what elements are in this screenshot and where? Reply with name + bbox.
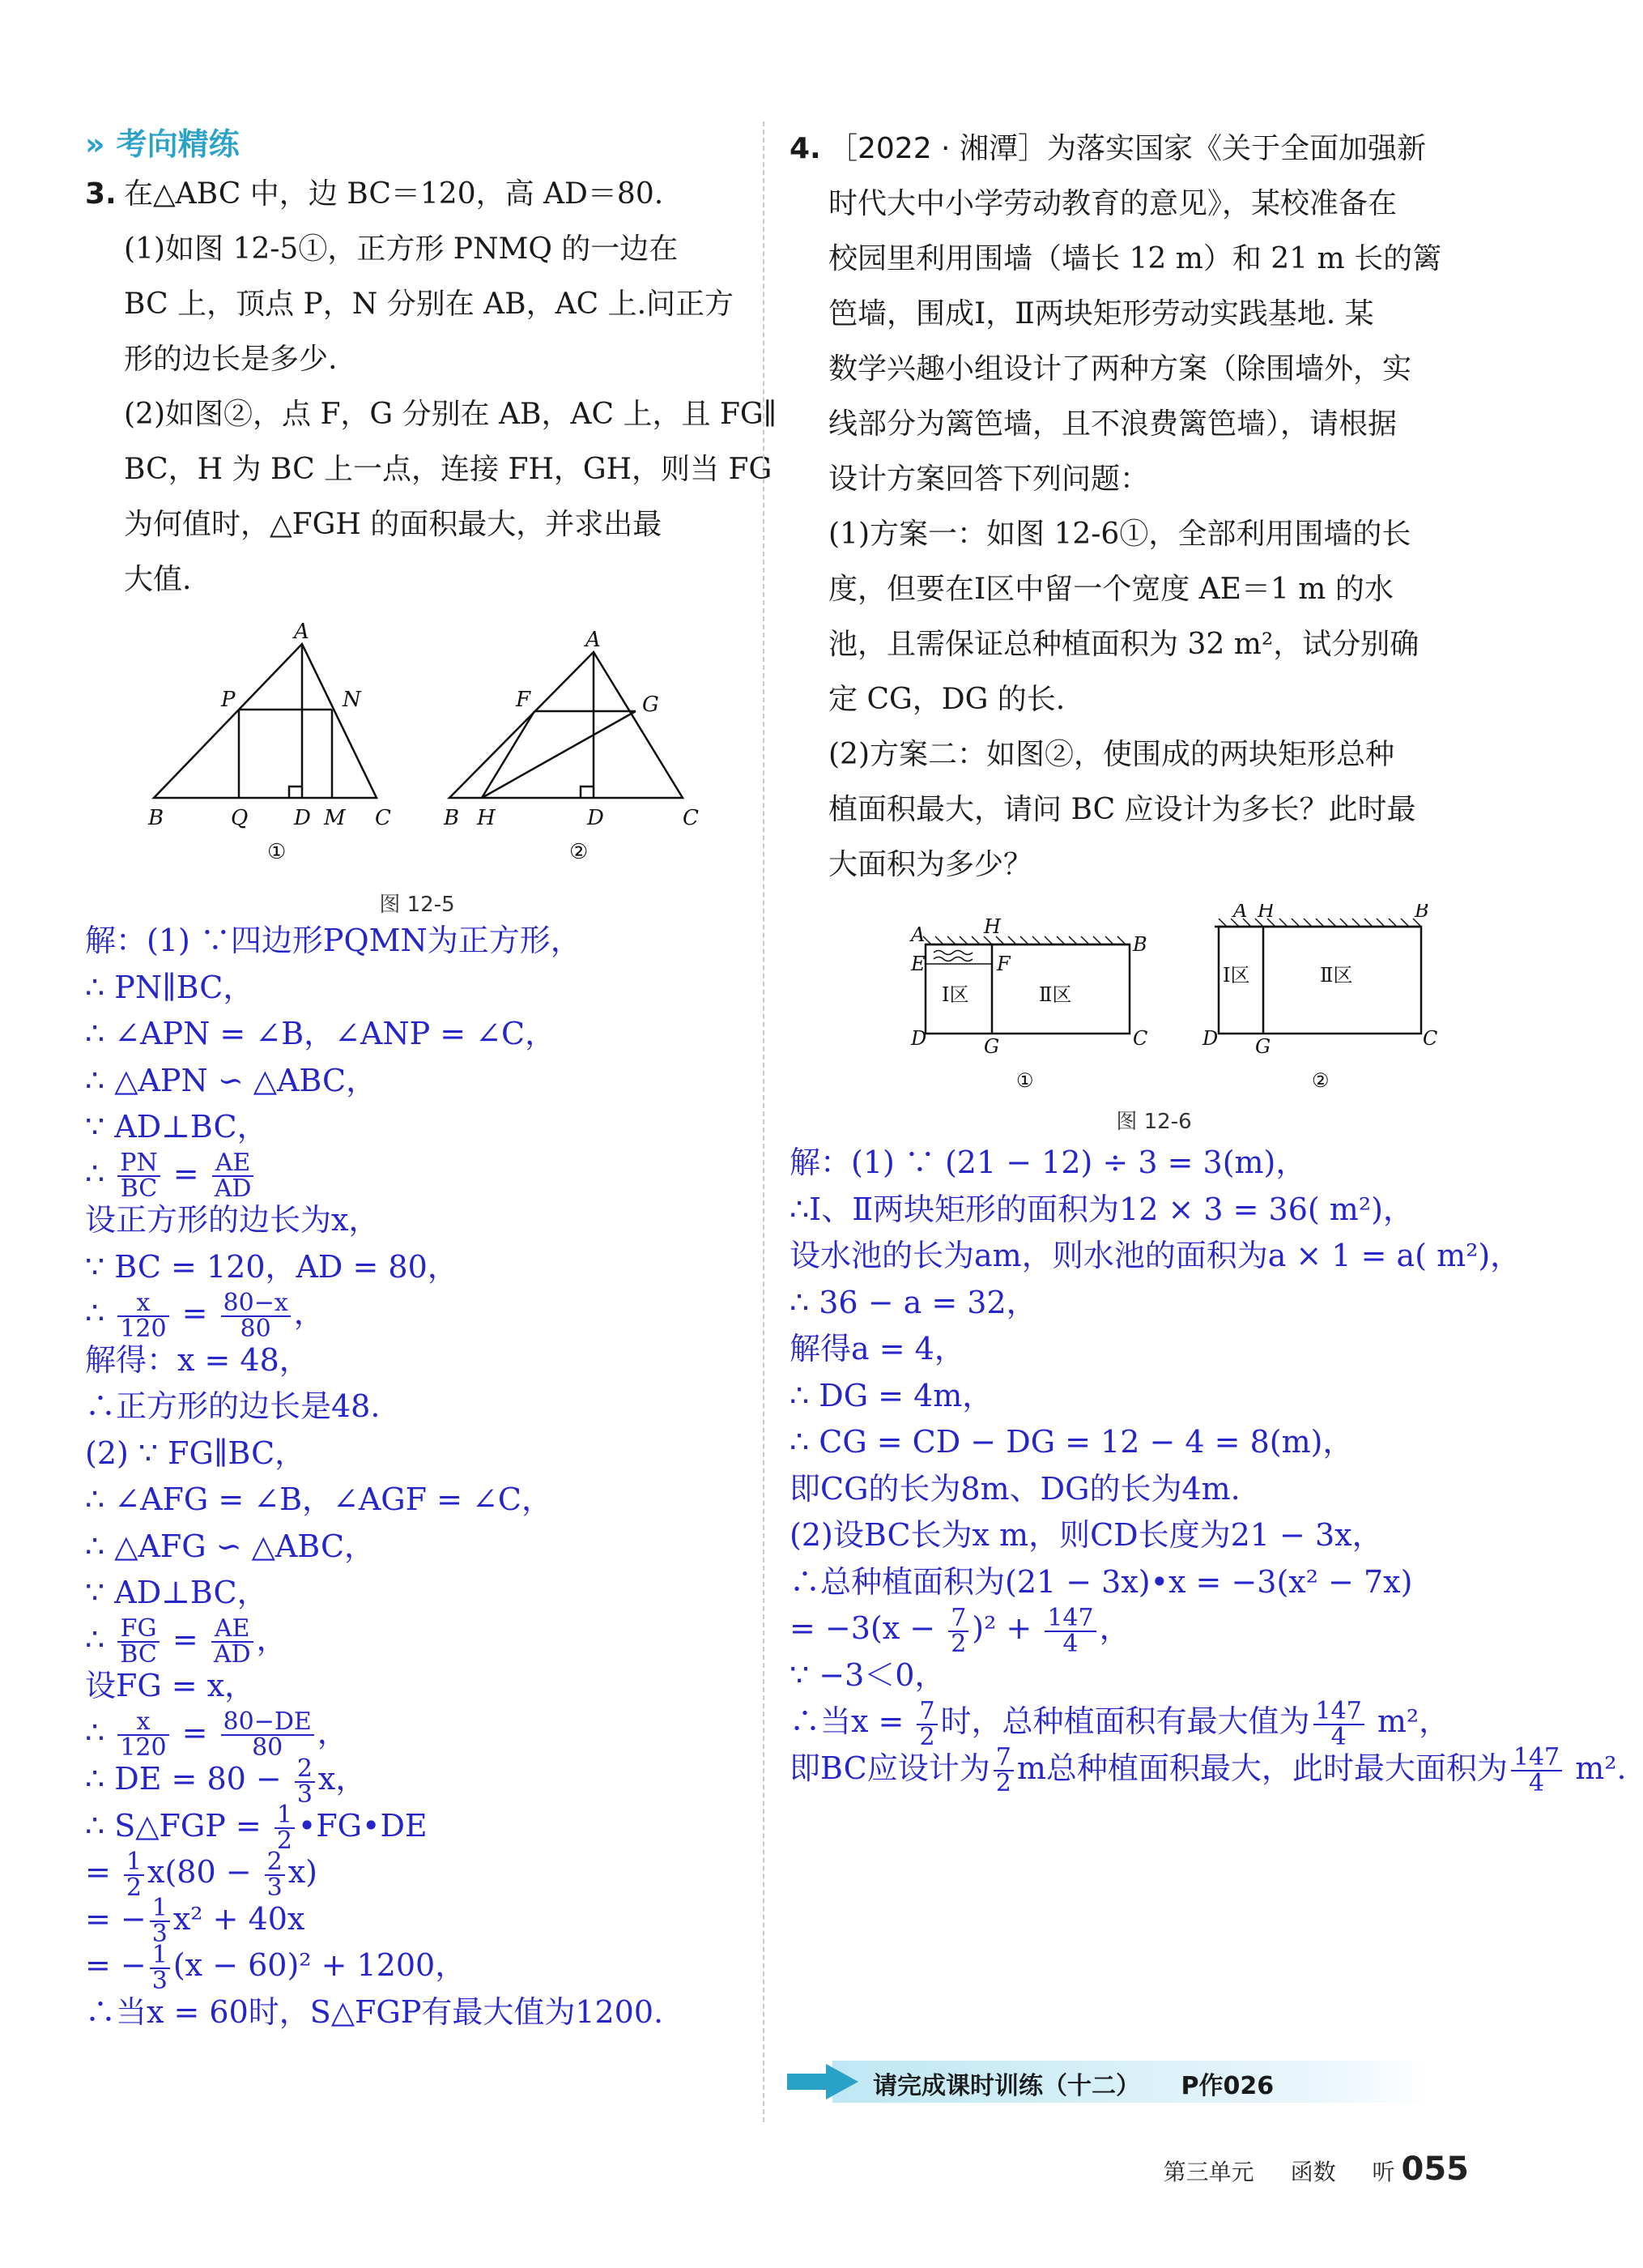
label-H: H: [477, 806, 496, 830]
fraction: $\frac{80-x}{80}$: [221, 1291, 291, 1341]
solution-line: 设FG = x，: [85, 1668, 256, 1703]
q4-line: 定 CG，DG 的长.: [828, 683, 1066, 716]
solution-line: ∴ S△FGP = $\frac{1}{2}$ •FG•DE: [85, 1801, 428, 1855]
fraction: $\frac{x}{120}$: [117, 1710, 168, 1760]
label-F: F: [516, 688, 531, 712]
q4-line: (2)方案二：如图②，使围成的两块矩形总种: [828, 738, 1394, 771]
arrow-right-icon: [784, 2057, 865, 2106]
triangle-diagrams: [85, 616, 749, 883]
q4-line: 池，且需保证总种植面积为 32 m²，试分别确: [828, 628, 1420, 661]
solution-line: ∵ AD⊥BC，: [85, 1575, 268, 1610]
label-D: D: [911, 1027, 927, 1050]
fraction: $\frac{AE}{AD}$: [211, 1617, 253, 1667]
q3-line: 为何值时，△FGH 的面积最大，并求出最: [124, 508, 662, 541]
solution-line: ∵ −3＜0，: [790, 1656, 946, 1693]
q4-line: 时代大中小学劳动教育的意见》，某校准备在: [828, 187, 1398, 220]
solution-3: [85, 918, 757, 2036]
question-4: [790, 122, 1632, 893]
figure-12-6: [790, 904, 1632, 1135]
label-C: C: [1423, 1027, 1438, 1050]
solution-line: ∴ DG = 4m，: [790, 1377, 994, 1413]
solution-line: ∴ △AFG ∽ △ABC，: [85, 1528, 376, 1564]
fraction: $\frac{7}{2}$: [994, 1746, 1014, 1796]
q3-line: (1)如图 12-5①，正方形 PNMQ 的一边在: [124, 232, 679, 266]
solution-line: ∴ PN∥BC，: [85, 969, 254, 1005]
fraction: $\frac{1}{3}$: [150, 1896, 170, 1946]
water-pool-icon: [934, 951, 973, 961]
label-H: H: [1258, 904, 1275, 922]
q3-line: 在△ABC 中，边 BC＝120，高 AD＝80.: [124, 177, 664, 211]
label-B: B: [1133, 933, 1147, 956]
solution-line: ∴ $\frac{x}{120}$ = $\frac{80-x}{80}$ ，: [85, 1288, 325, 1343]
label-G: G: [642, 693, 659, 717]
solution-line: ∴ ∠APN = ∠B，∠ANP = ∠C，: [85, 1016, 556, 1051]
solution-line: = − $\frac{1}{3}$ (x − 60)² + 1200，: [85, 1940, 466, 1995]
label-F: F: [997, 953, 1011, 975]
fraction: $\frac{80-DE}{80}$: [221, 1710, 314, 1760]
q4-line: 线部分为篱笆墙，且不浪费篱笆墙），请根据: [828, 407, 1398, 441]
question-source: ［2022 · 湘潭］: [828, 132, 1047, 165]
q3-line: BC 上，顶点 P，N 分别在 AB，AC 上.问正方: [124, 288, 734, 321]
label-A: A: [1233, 904, 1248, 922]
footer-topic: 函数: [1290, 2159, 1336, 2185]
double-chevron-icon: »: [85, 126, 99, 162]
solution-line: = −3(x − $\frac{7}{2}$ )² + $\frac{147}{4}$ ，: [790, 1603, 1130, 1658]
assignment-banner[interactable]: [784, 2057, 1448, 2106]
solution-line: ∴ $\frac{x}{120}$ = $\frac{80-DE}{80}$ ，: [85, 1707, 348, 1762]
figure-12-5: [85, 616, 757, 918]
sub-label-2: ②: [1312, 1069, 1330, 1092]
q3-line: 大值.: [124, 563, 192, 596]
banner-page-ref: P作026: [1181, 2072, 1275, 2100]
solution-line: ∴当x = 60时，S△FGP有最大值为1200.: [85, 1993, 664, 2030]
footer-unit: 第三单元: [1163, 2159, 1254, 2185]
section-title: » 考向精练: [85, 126, 240, 162]
solution-line: (2)设BC长为x m，则CD长度为21 − 3x，: [790, 1517, 1383, 1553]
solution-line: ∴总种植面积为(21 − 3x)•x = −3(x² − 7x): [790, 1563, 1413, 1600]
garden-diagrams: [790, 904, 1518, 1098]
solution-line: ∴ 36 − a = 32，: [790, 1284, 1037, 1320]
q4-line: 数学兴趣小组设计了两种方案（除围墙外，实: [828, 352, 1412, 386]
q4-line: 校园里利用围墙（墙长 12 m）和 21 m 长的篱: [828, 242, 1442, 275]
solution-line: ∴当x = $\frac{7}{2}$ 时，总种植面积有最大值为 $\frac{147}{4}$ m²，: [790, 1696, 1450, 1751]
q4-line: 度，但要在Ⅰ区中留一个宽度 AE＝1 m 的水: [828, 573, 1394, 606]
question-number: 3.: [85, 177, 117, 211]
question-number: 4.: [790, 132, 821, 165]
label-G: G: [984, 1035, 1000, 1058]
solution-line: 设水池的长为am，则水池的面积为a × 1 = a( m²)，: [790, 1238, 1522, 1273]
column-divider: [763, 122, 764, 2122]
fraction: $\frac{2}{3}$: [265, 1850, 285, 1900]
region-I: Ⅰ区: [942, 983, 969, 1006]
label-D: D: [587, 806, 604, 830]
label-B: B: [1415, 904, 1429, 922]
figure-caption: 图 12-6: [1116, 1110, 1192, 1134]
label-H: H: [984, 915, 1001, 938]
fraction: $\frac{147}{4}$: [1511, 1746, 1562, 1796]
figure-caption: 图 12-5: [379, 893, 455, 917]
label-A: A: [294, 620, 309, 644]
fraction: $\frac{147}{4}$: [1313, 1699, 1364, 1750]
label-G: G: [1255, 1035, 1271, 1058]
label-C: C: [683, 806, 699, 830]
q4-line: 植面积最大，请问 BC 应设计为多长？此时最: [828, 793, 1416, 826]
solution-4: [790, 1140, 1632, 1797]
q4-line: 设计方案回答下列问题：: [828, 463, 1150, 496]
solution-line: ∴Ⅰ、Ⅱ两块矩形的面积为12 × 3 = 36( m²)，: [790, 1191, 1414, 1227]
label-D: D: [294, 806, 311, 830]
solution-line: = − $\frac{1}{3}$ x² + 40x: [85, 1894, 305, 1948]
fraction: $\frac{x}{120}$: [117, 1291, 168, 1341]
fraction: $\frac{FG}{BC}$: [117, 1617, 160, 1667]
q4-line: (1)方案一：如图 12-6①，全部利用围墙的长: [828, 518, 1411, 551]
solution-line: 即BC应设计为 $\frac{7}{2}$ m总种植面积最大，此时最大面积为 $\frac{147}{4}$ m².: [790, 1743, 1627, 1797]
label-N: N: [343, 688, 361, 712]
fraction: $\frac{1}{2}$: [275, 1803, 295, 1853]
solution-line: ∴ DE = 80 − $\frac{2}{3}$ x，: [85, 1754, 367, 1809]
sub-label-1: ①: [1016, 1069, 1034, 1092]
solution-line: 解得：x = 48，: [85, 1341, 310, 1378]
label-D: D: [1202, 1027, 1219, 1050]
label-M: M: [324, 806, 346, 830]
solution-line: ∴ $\frac{FG}{BC}$ = $\frac{AE}{AD}$ ，: [85, 1614, 287, 1669]
banner-text: 请完成课时训练（十二）: [873, 2072, 1140, 2100]
fraction: $\frac{1}{3}$: [150, 1943, 170, 1993]
label-Q: Q: [231, 806, 249, 830]
q4-line: 为落实国家《关于全面加强新: [1046, 132, 1426, 165]
q3-line: (2)如图②，点 F，G 分别在 AB，AC 上，且 FG∥: [124, 398, 777, 431]
fraction: $\frac{PN}{BC}$: [117, 1151, 160, 1201]
fraction: $\frac{147}{4}$: [1045, 1606, 1096, 1656]
solution-line: 即CG的长为8m、DG的长为4m.: [790, 1470, 1241, 1507]
region-II: Ⅱ区: [1039, 983, 1072, 1006]
solution-line: ∴ ∠AFG = ∠B，∠AGF = ∠C，: [85, 1481, 552, 1517]
page-footer: [1134, 2151, 1469, 2188]
label-E: E: [911, 953, 926, 975]
solution-line: ∴ CG = CD − DG = 12 − 4 = 8(m)，: [790, 1424, 1354, 1460]
solution-line: ∴ $\frac{PN}{BC}$ = $\frac{AE}{AD}$: [85, 1151, 757, 1198]
left-column: [85, 122, 777, 2036]
solution-line: (2) ∵ FG∥BC，: [85, 1435, 306, 1471]
q4-line: 笆墙，围成Ⅰ，Ⅱ两块矩形劳动实践基地. 某: [828, 297, 1374, 330]
fraction: $\frac{7}{2}$: [948, 1606, 968, 1656]
solution-line: 解：(1) ∵ (21 − 12) ÷ 3 = 3(m)，: [790, 1145, 1307, 1180]
fraction: $\frac{AE}{AD}$: [212, 1151, 254, 1201]
solution-line: 设正方形的边长为x，: [85, 1202, 380, 1238]
fraction: $\frac{2}{3}$: [295, 1757, 315, 1807]
solution-line: = $\frac{1}{2}$ x(80 − $\frac{2}{3}$ x): [85, 1847, 317, 1902]
label-P: P: [221, 688, 236, 712]
footer-mark: 听: [1372, 2159, 1395, 2185]
region-I: Ⅰ区: [1223, 964, 1250, 987]
label-A: A: [585, 628, 601, 652]
solution-line: ∴ △APN ∽ △ABC，: [85, 1062, 377, 1098]
solution-line: 解得a = 4，: [790, 1331, 965, 1366]
question-3: [85, 167, 777, 608]
fraction: $\frac{1}{2}$: [124, 1850, 144, 1900]
sub-label-1: ①: [267, 840, 287, 864]
q4-line: 大面积为多少？: [828, 848, 1033, 881]
label-B: B: [148, 806, 164, 830]
solution-line: ∴正方形的边长是48.: [85, 1388, 381, 1424]
right-column: [790, 122, 1632, 1797]
page-number: 055: [1401, 2151, 1469, 2188]
label-B: B: [444, 806, 460, 830]
solution-line: ∵ AD⊥BC，: [85, 1109, 268, 1145]
solution-line: 解：(1) ∵四边形PQMN为正方形，: [85, 923, 581, 958]
label-C: C: [375, 806, 391, 830]
fraction: $\frac{7}{2}$: [917, 1699, 937, 1750]
q3-line: 形的边长是多少.: [124, 343, 338, 376]
q3-line: BC，H 为 BC 上一点，连接 FH，GH，则当 FG: [124, 453, 773, 486]
solution-line: ∵ BC = 120，AD = 80，: [85, 1248, 458, 1285]
sub-label-2: ②: [569, 840, 589, 864]
label-A: A: [911, 923, 926, 946]
region-II: Ⅱ区: [1320, 964, 1353, 987]
label-C: C: [1133, 1027, 1148, 1050]
